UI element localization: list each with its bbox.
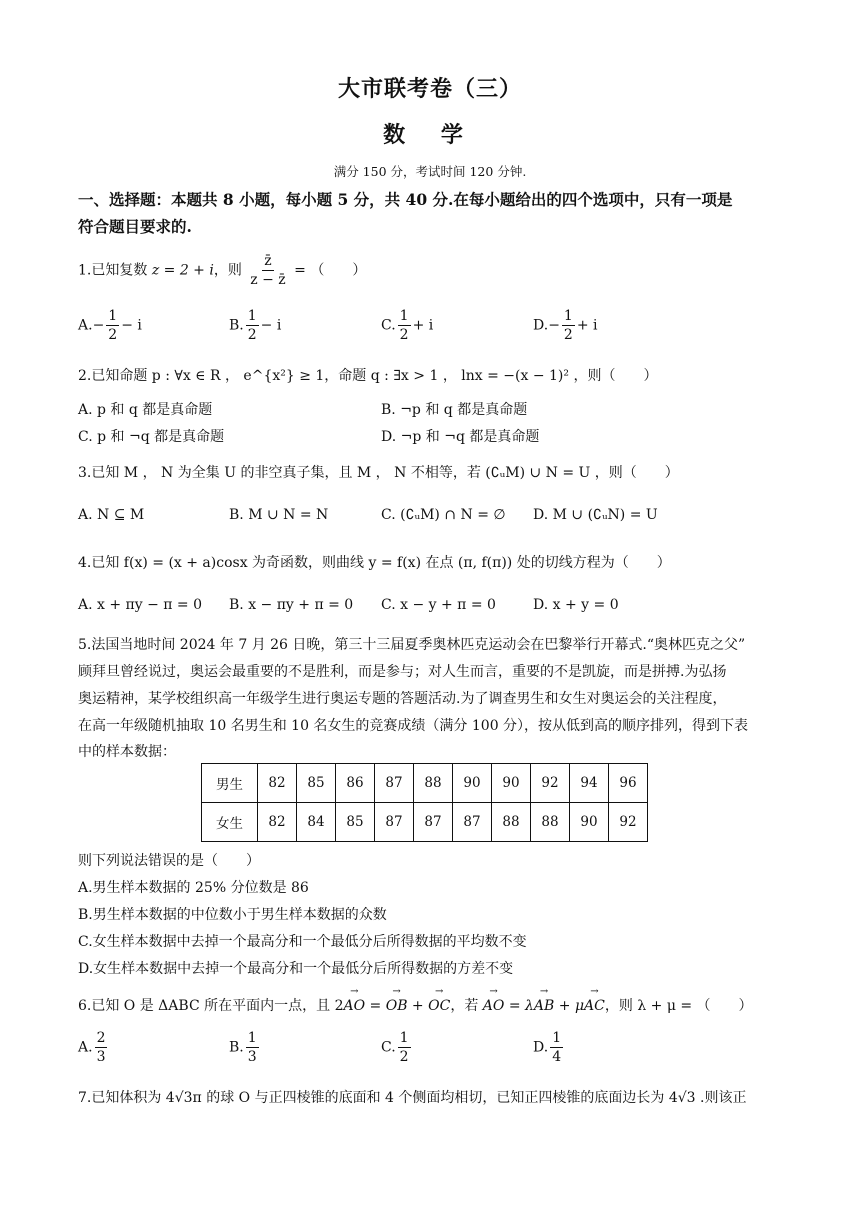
q2-option-b: B. ¬p 和 q 都是真命题 (381, 402, 528, 418)
question-5-line-1: 5.法国当地时间 2024 年 7 月 26 日晚，第三十三届夏季奥林匹克运动会在巴黎举行开幕式.“奥林匹克之父” (78, 637, 746, 653)
subject-title: 数 学 (383, 122, 477, 148)
question-5-line-5: 中的样本数据： (78, 744, 176, 760)
table-cell: 85 (336, 803, 375, 842)
section-heading-line2: 符合题目要求的. (78, 217, 192, 236)
q3-option-b: B. M ∪ N = N (229, 507, 329, 523)
q1-option-b: B. $\frac{1}{2}$ − i (229, 308, 282, 343)
q4-option-d: D. x + y = 0 (533, 597, 619, 613)
table-row (202, 764, 648, 803)
q6-option-c: C. $\frac{1}{2}$ (381, 1030, 409, 1065)
table-cell: 87 (414, 803, 453, 842)
table-cell: 82 (258, 803, 297, 842)
q2-option-d: D. ¬p 和 ¬q 都是真命题 (381, 429, 540, 445)
q5-option-c: C.女生样本数据中去掉一个最高分和一个最低分后所得数据的平均数不变 (78, 934, 527, 950)
table-cell: 85 (297, 764, 336, 803)
question-5-line-4: 在高一年级随机抽取 10 名男生和 10 名女生的竞赛成绩（满分 100 分），按从低到高的顺序排列，得到下表 (78, 718, 749, 734)
q6-option-a: A. $\frac{2}{3}$ (78, 1030, 106, 1065)
table-cell: 87 (375, 764, 414, 803)
table-cell: 82 (258, 764, 297, 803)
q6-option-d: D. $\frac{1}{4}$ (533, 1030, 562, 1065)
table-row-header: 男生 (202, 764, 258, 803)
question-5-prompt: 则下列说法错误的是（ ） (78, 853, 260, 869)
table-cell: 92 (609, 803, 648, 842)
q2-option-a: A. p 和 q 都是真命题 (78, 402, 213, 418)
table-cell: 87 (453, 803, 492, 842)
question-1-stem: 1.已知复数 z = 2 + i，则 $\frac{z̄}{z - z̄}$ = （ ） (78, 253, 367, 288)
table-cell: 92 (531, 764, 570, 803)
q1-fraction: $\frac{z̄}{z - z̄}$ (250, 253, 286, 288)
table-cell: 84 (297, 803, 336, 842)
q5-option-d: D.女生样本数据中去掉一个最高分和一个最低分后所得数据的方差不变 (78, 961, 514, 977)
question-5-line-3: 奥运精神，某学校组织高一年级学生进行奥运专题的答题活动.为了调查男生和女生对奥运会的关注程度， (78, 691, 727, 707)
question-3-stem: 3.已知 M ， N 为全集 U 的非空真子集，且 M ， N 不相等，若 (∁ᵤM) ∪ N = U ，则（ ） (78, 465, 679, 481)
question-4-stem: 4.已知 f(x) = (x + a)cosx 为奇函数，则曲线 y = f(x) 在点 (π, f(π)) 处的切线方程为（ ） (78, 555, 671, 571)
q5-option-b: B.男生样本数据的中位数小于男生样本数据的众数 (78, 907, 387, 923)
q4-option-b: B. x − πy + π = 0 (229, 597, 354, 613)
score-table (201, 763, 648, 842)
table-cell: 88 (531, 803, 570, 842)
table-cell: 94 (570, 764, 609, 803)
q3-option-c: C. (∁ᵤM) ∩ N = ∅ (381, 507, 506, 523)
q5-option-a: A.男生样本数据的 25% 分位数是 86 (78, 880, 309, 896)
question-2-stem: 2.已知命题 p : ∀x ∈ R ， e^{x²} ≥ 1，命题 q : ∃x > 1 ， lnx = −(x − 1)² ，则（ ） (78, 368, 658, 384)
table-cell: 88 (492, 803, 531, 842)
q4-option-a: A. x + πy − π = 0 (78, 597, 203, 613)
table-cell: 87 (375, 803, 414, 842)
q3-option-a: A. N ⊆ M (78, 507, 145, 523)
table-row (202, 803, 648, 842)
q1-option-c: C. $\frac{1}{2}$ + i (381, 308, 434, 343)
q1-option-d: D.− $\frac{1}{2}$ + i (533, 308, 598, 343)
question-5-line-2: 顾拜旦曾经说过，奥运会最重要的不是胜利，而是参与；对人生而言，重要的不是凯旋，而是拼搏.为弘扬 (78, 664, 727, 680)
exam-info: 满分 150 分，考试时间 120 分钟. (333, 164, 527, 179)
q4-option-c: C. x − y + π = 0 (381, 597, 496, 613)
page-title: 大市联考卷（三） (337, 76, 522, 102)
section-heading-line1: 一、选择题：本题共 8 小题，每小题 5 分，共 40 分.在每小题给出的四个选项中，只有一项是 (78, 190, 733, 209)
table-cell: 90 (453, 764, 492, 803)
table-cell: 86 (336, 764, 375, 803)
table-row-header: 女生 (202, 803, 258, 842)
table-cell: 88 (414, 764, 453, 803)
q2-option-c: C. p 和 ¬q 都是真命题 (78, 429, 225, 445)
question-6-stem: 6.已知 O 是 ΔABC 所在平面内一点，且 2→ AO = → OB + → OC，若 → AO = λ→ AB + μ→ AC，则 λ + μ = （ ） (78, 995, 753, 1015)
q6-option-b: B. $\frac{1}{3}$ (229, 1030, 257, 1065)
table-cell: 90 (492, 764, 531, 803)
table-cell: 96 (609, 764, 648, 803)
q1-option-a: A.− $\frac{1}{2}$ − i (78, 308, 142, 343)
table-cell: 90 (570, 803, 609, 842)
q3-option-d: D. M ∪ (∁ᵤN) = U (533, 507, 658, 523)
question-7-stem: 7.已知体积为 4√3π 的球 O 与正四棱锥的底面和 4 个侧面均相切，已知正四棱锥的底面边长为 4√3 .则该正 (78, 1090, 747, 1106)
